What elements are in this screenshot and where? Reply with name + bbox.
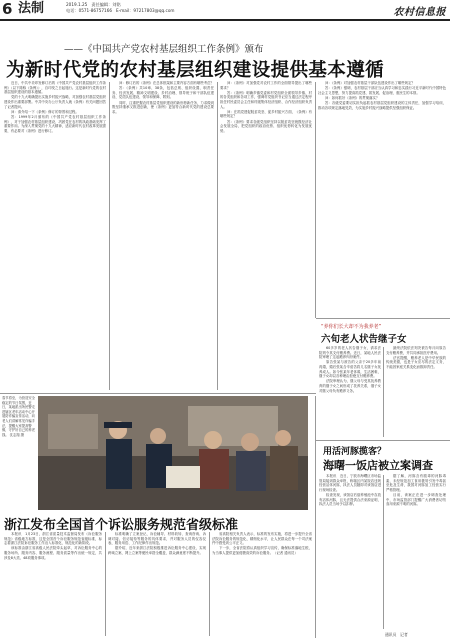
lead-paragraph: 问：请介绍一下《条例》修订的背景和过程。 — [11, 109, 79, 114]
column-divider — [315, 82, 316, 318]
zhejiang-column-1 — [4, 532, 102, 638]
fugu-byline: 通讯员 记者 — [385, 632, 408, 637]
elder-case-column-1 — [319, 346, 381, 438]
lead-paragraph: 党的十九大明确提出实施乡村振兴战略，对加强农村基层党组织建设作出重要部署。中共中央办公厅负责人就《条例》有关问题回答了记者提问。 — [4, 95, 106, 109]
elder-case-headline: 六旬老人状告继子女 — [321, 334, 407, 345]
section-divider — [316, 318, 450, 319]
editor-email: E-mail：97217803@qq.com — [116, 7, 175, 13]
lead-paragraph: 问：如何抓好《条例》的贯彻落实？ — [325, 95, 380, 100]
column-divider — [105, 532, 106, 636]
zhejiang-paragraph: 本报讯 1月23日，浙江省质量技术监督局发布《诉讼服务规范》省级地方标准，这是全国首个诉讼服务规范省级标准，标志着浙江法院诉讼服务工作迈入标准化、规范化的新阶段。 — [4, 532, 102, 546]
issue-date: 2019.1.25 — [66, 2, 88, 7]
elder-case-paragraph: 法院审理认为，继父母与受其抚养教育的继子女之间形成了扶养关系，继子女对继父母负有赡养义务。 — [319, 379, 381, 393]
lead-paragraph: 答：各级党委要切实担负起抓农村基层党组织建设的主体责任，加强学习培训，推动各项规定落地见效，为实施乡村振兴战略提供坚强组织保证。 — [318, 101, 446, 110]
lead-paragraph: 问：修订后的《条例》在总体框架和主要内容方面有哪些考虑？ — [119, 81, 214, 85]
elder-case-kicker: “养你们长大却不为我养老” — [321, 324, 382, 330]
lead-column-2 — [112, 81, 214, 391]
news-photo — [38, 396, 308, 510]
section-divider — [0, 393, 316, 394]
column-divider — [217, 82, 218, 390]
elder-case-column-2 — [386, 346, 446, 438]
editor-name: 责任编辑：刘铭 — [91, 2, 121, 7]
column-divider — [209, 532, 210, 636]
lead-paragraph: 答：《条例》强调，农村基层干部应当认真学习和忠实践行习近平新时代中国特色社会主义思想，努力提高抓党建、抓发展、促治理、惠民生的本领。 — [318, 86, 446, 95]
fugu-paragraph: 检查发现，该饭店后厨养殖池中存放有活体河豚，且无法提供合法来源证明，执法人员当场予以扣押。 — [319, 492, 381, 507]
zhejiang-paragraph: 下一步，全省法院将认真组织学习宣传，确保标准落地生根，为当事人提供更加便捷高效的诉讼服务。（记者 通讯员） — [212, 546, 312, 555]
header-rule — [0, 19, 450, 21]
newspaper-masthead: 农村信息报 — [393, 7, 446, 18]
elder-case-paragraph: 原告张某与被告的父亲于20多年前再婚，婚后张某含辛茹苦将几名继子女抚养成人。如今张某年老体弱，生活困难，继子女却以各种理由拒绝支付赡养费。 — [319, 360, 381, 379]
fugu-paragraph: 据了解，河豚含有剧毒的河豚毒素，未经规范加工食用极易引发中毒甚至危及生命，我国对河豚加工经营实行严格管理。 — [386, 474, 446, 492]
zhejiang-paragraph: 据介绍，近年来浙江法院积极推进诉讼服务中心建设，实现跨域立案、网上立案等便民举措全覆盖，群众满意度不断提升。 — [108, 546, 206, 555]
fugu-column-2 — [386, 474, 446, 630]
lead-paragraph: 问：在抓党建促脱贫攻坚、促乡村振兴方面，《条例》有哪些规定？ — [220, 109, 312, 119]
lead-kicker: ——《中国共产党农村基层组织工作条例》颁布 — [64, 44, 264, 55]
section-name: 法制 — [18, 1, 45, 16]
lead-paragraph: 同时，注重把握农村基层党组织建设的新形势新任务，力求做到既坚持继承又推进创新，使《条例》更加符合新时代党的建设总要求。 — [112, 100, 214, 114]
header-meta — [66, 2, 174, 13]
fugu-paragraph: 目前，该案正在进一步调查处理中，市场监管部门提醒广大消费者切勿食用来源不明的河豚。 — [386, 492, 446, 507]
zhejiang-paragraph: 省高院相关负责人表示，标准的发布实施，将进一步提升全省法院诉讼服务的规范化、精细化水平，让人民群众在每一个司法案件中感受到公平正义。 — [212, 532, 312, 546]
photo-illustration — [38, 396, 308, 510]
section-divider — [316, 440, 450, 441]
zhejiang-column-2 — [108, 532, 206, 638]
lead-paragraph: 近日，中共中央印发修订后的《中国共产党农村基层组织工作条例》（以下简称《条例》），自印发之日起施行。这是新时代党的农村基层组织建设的基本遵循。 — [4, 81, 106, 95]
column-divider — [109, 82, 110, 390]
column-divider — [383, 475, 384, 629]
lead-paragraph: 答：《条例》共10章、38条，包括总则、组织设置、职责任务、经济发展、精神文明建设、乡村治理、领导班子和干部队伍建设、党员队伍建设、领导和保障、附则。 — [112, 86, 214, 100]
lead-column-4 — [318, 81, 446, 317]
editor-phone: 电话：0571-86757166 — [66, 7, 113, 13]
zhejiang-headline: 浙江发布全国首个诉讼服务规范省级标准 — [4, 518, 239, 533]
page-number: 6 — [2, 0, 13, 18]
zhejiang-column-3 — [212, 532, 312, 638]
lead-paragraph: 问：《条例》对加强党对农村工作的全面领导提出了哪些要求？ — [220, 81, 312, 90]
column-divider — [383, 347, 384, 437]
column-divider — [315, 514, 316, 638]
column-divider — [315, 396, 316, 514]
zhejiang-paragraph: 标准明确了立案登记、诉讼辅导、材料收转、查询咨询、诉调对接、信访接待等服务的具体要求，并对服务人员的仪容仪表、服务用语、工作纪律作出规范。 — [108, 532, 206, 546]
lead-paragraph: 答：《条例》要求各级党组织坚持以脱贫攻坚统揽经济社会发展全局，把党组织的政治优势、组织优势转化为发展优势。 — [220, 119, 312, 133]
lead-paragraph: 答：《条例》明确乡镇党委和村党组织全面领导乡镇、村的各类组织和各项工作，强调村党组织书记应当通过法定程序担任村民委员会主任和村级集体经济组织、合作经济组织负责人。 — [220, 90, 312, 109]
photo-caption: 春节将至，为营造安全稳定的节日氛围，近日，某地派出所民警走进辖区老年活动中心开展防诈骗宣传活动，向老人们讲解常见诈骗手法，提醒大家提高警惕，守护好自己的养老钱。 沈志翔 摄 — [2, 396, 35, 437]
lead-headline: 为新时代党的农村基层组织建设提供基本遵循 — [6, 60, 385, 81]
lead-paragraph: 问：《条例》对加强农村基层干部队伍建设作出了哪些规定？ — [325, 81, 415, 85]
fugu-kicker: 用活河豚揽客？ — [323, 447, 387, 457]
elder-case-paragraph: 60多岁的老人状告继子女，请求法院判令其支付赡养费。近日，某地人民法院审理了这起赡养纠纷案件。 — [319, 346, 381, 360]
lead-column-1 — [4, 81, 106, 391]
lead-column-3 — [220, 81, 312, 391]
elder-case-paragraph: 法官提醒，赡养老人是中华民族的传统美德，也是子女应尽的法定义务，不能因家庭关系变化而推卸责任。 — [386, 355, 446, 369]
elder-case-paragraph: 最终法院依法判决被告每月向原告支付赡养费，并共同承担医疗费用。 — [386, 346, 446, 355]
zhejiang-paragraph: 该标准由浙江省高级人民法院牵头起草，对诉讼服务中心的服务场所、服务内容、服务流程、服务质量等作出统一规定，共涉及8大类、48项服务事项。 — [4, 546, 102, 560]
lead-paragraph: 答：1999年2月颁布的《中国共产党农村基层组织工作条例》，对于加强农村基层组织建设、巩固党在农村的执政基础发挥了重要作用。为深入贯彻党的十九大精神，适应新时代农村改革发展需要，有必要对《条例》进行修订。 — [4, 114, 106, 133]
fugu-paragraph: 本报讯 近日，宁波市海曙区市场监管局接到群众举报，称辖区内某饭店违规经营活体河豚，执法人员随即对该饭店进行现场检查。 — [319, 474, 381, 492]
fugu-headline: 海曙一饭店被立案调查 — [323, 459, 433, 472]
fugu-column-1 — [319, 474, 381, 630]
